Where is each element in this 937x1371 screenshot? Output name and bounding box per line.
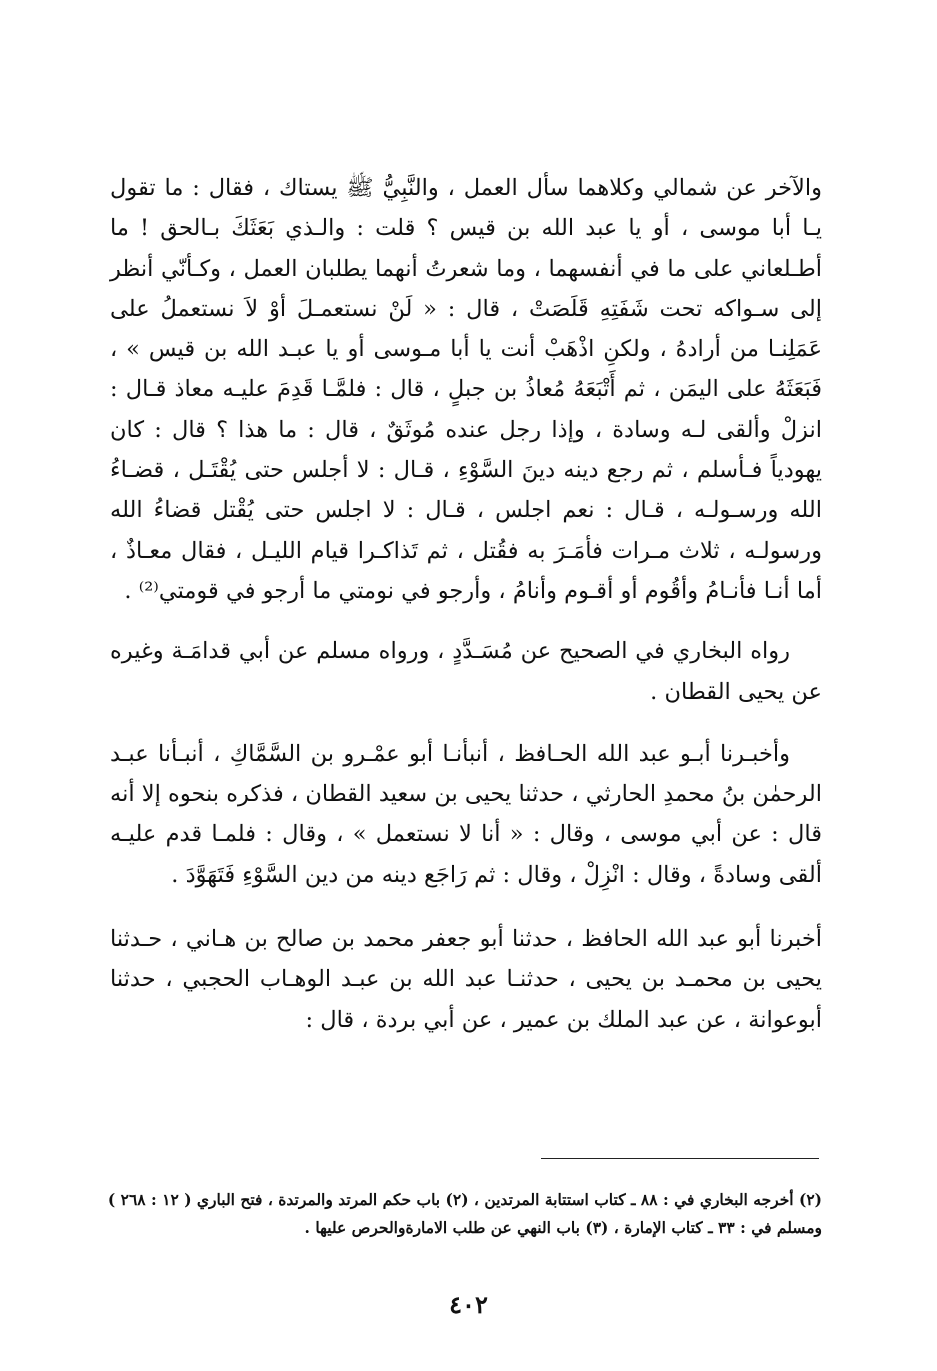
paragraph-bukhari-attribution: رواه البخاري في الصحيح عن مُسَـدَّدٍ ، ورواه مسلم عن أبي قدامَـة وغيره عن يحيى القطان .	[110, 638, 822, 705]
page-number: ٤٠٢	[449, 1290, 488, 1319]
paragraph-third-chain: أخبرنا أبو عبد الله الحافظ ، حدثنا أبو جعفر محمد بن صالح بن هـاني ، حـدثنا يحيى بن محمـد بن يحيى ، حدثنـا عبد الله بن عبـد الوهـاب الحجبي ، حدثنا أبوعوانة ، عن عبد الملك بن عمير ، عن أبي بردة ، قال :	[110, 926, 822, 1033]
paragraph-hadith: والآخر عن شمالي وكلاهما سأل العمل ، والنَّبِيُّ ﷺ يستاك ، فقال : ما تقول يـا أبا موسى ، أو يا عبد الله بن قيس ؟ قلت : والـذي بَعَثَكَ بـالحق ! ما أطـلعاني على ما في أنفسهما ، وما شعرتُ أنهما يطلبان العمل ، وكـأنّي أنظر إلى سـواكه تحت شَفَتِهِ قَلَصَتْ ، قال : « لَنْ نستعمـلَ أوْ لاَ نستعملُ على عَمَلِنـا من أرادهُ ، ولكنِ اذْهَبْ أنت يا أبا مـوسى أو يا عبـد الله بن قيس » ، فَبَعَثَهُ على اليمَن ، ثم أَتْبَعَهُ مُعاذُ بن جبلٍ ، قال : فلمَّـا قَدِمَ عليـه معاذ قـال : انزلْ وألقى لـه وسادة ، وإذا رجل عنده مُوثَقٌ ، قال : ما هذا ؟ قال : كان يهودياً فـأسلم ، ثم رجع دينه دينَ السَّوْءِ ، قـال : لا أجلس حتى يُقْتَـل ، قضـاءُ الله ورسـولـه ، قـال : نعم اجلس ، قـال : لا اجلس حتى يُقْتل قضاءُ الله ورسولـه ، ثلاث مـرات فأمَـرَ به فقُتل ، ثم تَذاكـرا قيام الليـل ، فقال معـاذٌ ، أما أنـا فأنـامُ وأقُوم أو أقـوم وأنامُ ، وأرجو في نومتي ما أرجو في قومتي⁽²⁾ .	[110, 175, 822, 604]
footnote-2: (٢) أخرجه البخاري في : ٨٨ ـ كتاب استتابة المرتدين ، (٢) باب حكم المرتد والمرتدة ، فتح الباري ( ١٢ : ٢٦٨ ) ومسلم في : ٣٣ ـ كتاب الإمارة ، (٣) باب النهي عن طلب الامارةوالحرص عليها .	[107, 1190, 822, 1237]
main-text	[110, 168, 822, 1040]
paragraph-second-chain: وأخبـرنا أبـو عبد الله الحـافظ ، أنبأنـا أبو عمْـرو بن السَّمَّاكِ ، أنبـأنا عبـد الرحمٰن بنُ محمدِ الحارثي ، حدثنا يحيى بن سعيد القطان ، فذكره بنحوه إلا أنه قال : عن أبي موسى ، وقال : « أنا لا نستعمل » ، وقال : فلمـا قدم عليـه ألقى وسادةً ، وقال : انْزِلْ ، وقال : ثم رَاجَع دينه من دين السَّوْءِ فَتَهَوَّدَ .	[110, 740, 822, 888]
footnote-divider	[541, 1158, 819, 1159]
footnotes-section	[100, 1186, 822, 1242]
